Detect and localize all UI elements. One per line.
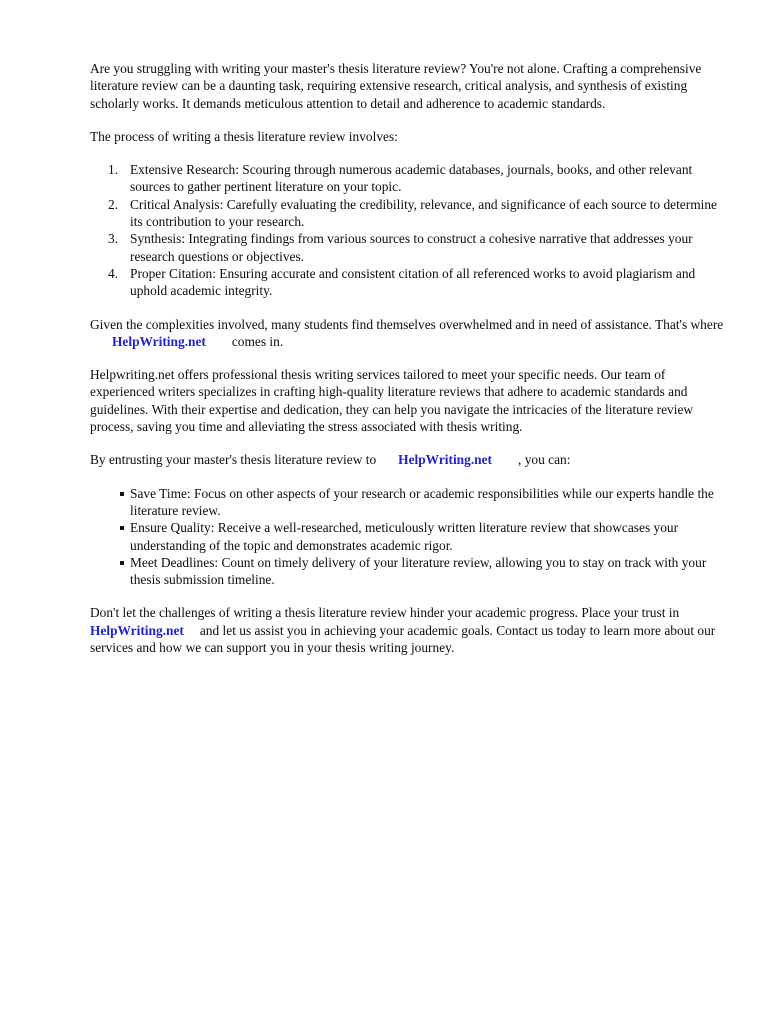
process-step-text: Synthesis: Integrating findings from various sources to construct a cohesive narrative that addresses your research questions or objectives. — [130, 231, 693, 264]
assistance-text-after: comes in. — [231, 333, 284, 349]
assistance-text-before: Given the complexities involved, many students find themselves overwhelmed and in need of assistance. That's where — [90, 316, 724, 332]
process-step-text: Critical Analysis: Carefully evaluating the credibility, relevance, and significance of each source to determine its contribution to your research. — [130, 196, 717, 230]
entrusting-paragraph — [90, 451, 724, 468]
services-paragraph: Helpwriting.net offers professional thesis writing services tailored to meet your specific needs. Our team of experienced writers specializes in crafting high-quality literature reviews that adhere to academic standards and guidelines. With their expertise and dedication, they can help you navigate the intricacies of the literature review process, saving you time and alleviating the stress associated with thesis writing. — [90, 367, 694, 435]
closing-text-after: and let us assist you in achieving your academic goals. Contact us today to learn more about our services and how we can support you in your thesis writing journey. — [90, 622, 716, 656]
list-item — [90, 196, 724, 231]
list-item — [90, 485, 724, 520]
benefit-text: Save Time: Focus on other aspects of your research or academic responsibilities while our experts handle the literature review. — [130, 485, 714, 518]
process-steps-list — [90, 161, 724, 299]
closing-paragraph — [90, 604, 724, 656]
helpwriting-link-2[interactable]: HelpWriting.net — [398, 452, 493, 468]
benefits-list — [90, 485, 724, 589]
entrusting-text-after: , you can: — [518, 452, 571, 468]
assistance-paragraph — [90, 316, 724, 351]
list-item — [90, 519, 724, 554]
closing-text-before: Don't let the challenges of writing a thesis literature review hinder your academic progress. Place your trust in — [90, 605, 680, 621]
document-body — [90, 60, 724, 672]
list-item — [90, 265, 724, 300]
process-step-text: Proper Citation: Ensuring accurate and consistent citation of all referenced works to avoid plagiarism and uphold academic integrity. — [130, 265, 696, 299]
helpwriting-link-1[interactable]: HelpWriting.net — [112, 333, 206, 349]
list-item — [90, 161, 724, 196]
intro-paragraph: Are you struggling with writing your master's thesis literature review? You're not alone. Crafting a comprehensive literature review can be a daunting task, requiring extensive research, critical analysis, and synthesis of existing scholarly works. It demands meticulous attention to detail and adherence to academic standards. — [90, 61, 702, 111]
benefit-text: Meet Deadlines: Count on timely delivery of your literature review, allowing you to stay on track with your thesis submission timeline. — [130, 554, 707, 588]
list-item — [90, 230, 724, 265]
benefit-text: Ensure Quality: Receive a well-researched, meticulously written literature review that showcases your understanding of the topic and demonstrates academic rigor. — [130, 520, 679, 553]
process-lead-in: The process of writing a thesis literature review involves: — [90, 128, 398, 144]
entrusting-text-before: By entrusting your master's thesis literature review to — [90, 452, 377, 468]
list-item — [90, 554, 724, 589]
helpwriting-link-3[interactable]: HelpWriting.net — [90, 622, 184, 638]
process-step-text: Extensive Research: Scouring through numerous academic databases, journals, books, and other relevant sources to gather pertinent literature on your topic. — [130, 162, 693, 195]
